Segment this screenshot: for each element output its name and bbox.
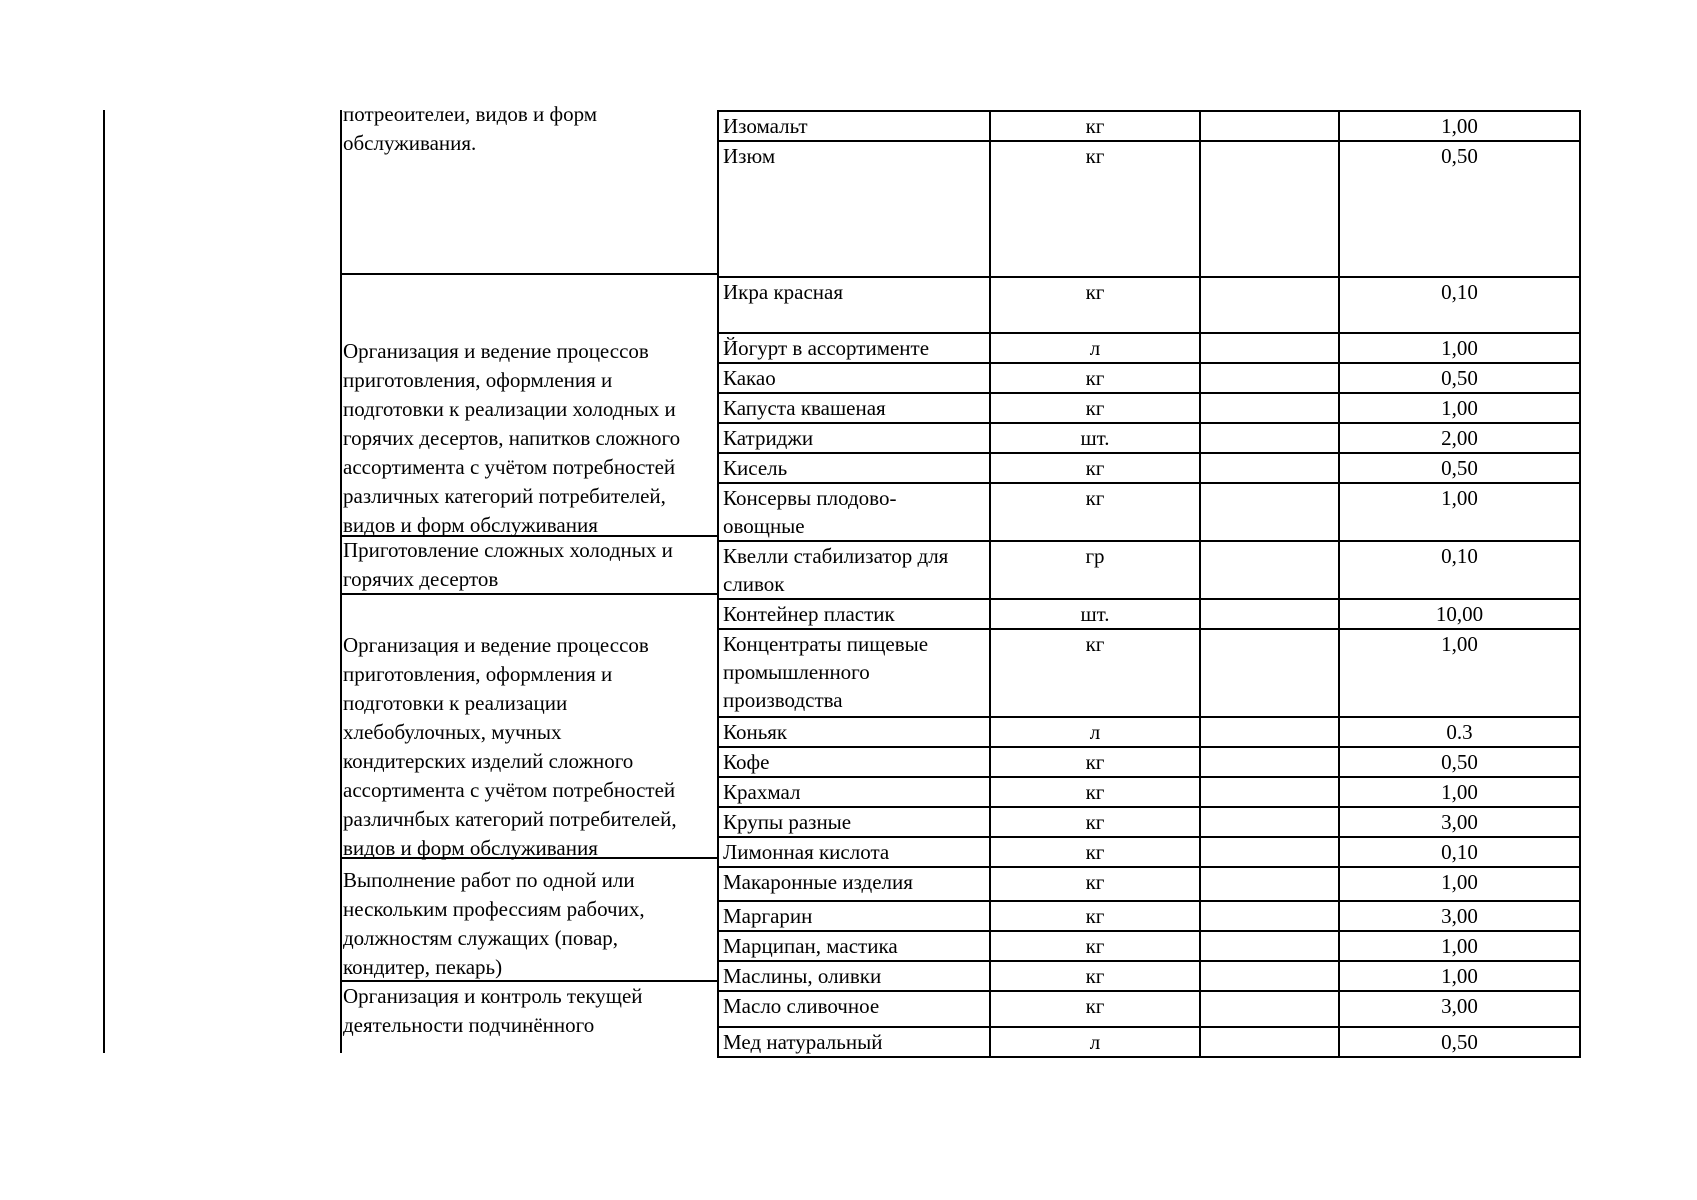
unit-cell: кг	[990, 363, 1200, 393]
table-row	[718, 901, 1580, 931]
unit-cell: шт.	[990, 423, 1200, 453]
module-cell: Организация и ведение процессов приготовления, оформления и подготовки к реализации холодных и горячих десертов, напитков сложного ассортимента с учётом потребностей различных категорий потребителей, видов и форм обслуживания	[343, 339, 681, 537]
table-row	[718, 777, 1580, 807]
table-row	[718, 453, 1580, 483]
empty-cell	[1200, 1027, 1339, 1057]
material-name-cell: Изомальт	[718, 111, 990, 141]
table-row	[718, 483, 1580, 541]
material-name-cell: Кисель	[718, 453, 990, 483]
empty-cell	[1200, 867, 1339, 901]
material-name-cell: Маслины, оливки	[718, 961, 990, 991]
material-name-cell: Йогурт в ассортименте	[718, 333, 990, 363]
empty-cell	[1200, 111, 1339, 141]
quantity-cell: 3,00	[1339, 901, 1580, 931]
quantity-cell: 1,00	[1339, 393, 1580, 423]
left-margin-line	[103, 110, 105, 1053]
empty-cell	[1200, 363, 1339, 393]
module-cell: Приготовление сложных холодных и горячих десертов	[343, 538, 673, 591]
unit-cell: гр	[990, 541, 1200, 599]
material-name-cell: Мед натуральный	[718, 1027, 990, 1057]
empty-cell	[1200, 991, 1339, 1027]
empty-cell	[1200, 599, 1339, 629]
material-name-cell: Лимонная кислота	[718, 837, 990, 867]
table-row	[718, 1027, 1580, 1057]
module-cell: потреоителеи, видов и форм обслуживания.	[343, 102, 598, 155]
material-name-cell: Икра красная	[718, 277, 990, 333]
quantity-cell: 1,00	[1339, 961, 1580, 991]
quantity-cell: 3,00	[1339, 807, 1580, 837]
quantity-cell: 1,00	[1339, 777, 1580, 807]
quantity-cell: 0,50	[1339, 363, 1580, 393]
table-row	[718, 423, 1580, 453]
quantity-cell: 1,00	[1339, 867, 1580, 901]
unit-cell: кг	[990, 991, 1200, 1027]
quantity-cell: 1,00	[1339, 629, 1580, 717]
empty-cell	[1200, 141, 1339, 277]
quantity-cell: 0,10	[1339, 837, 1580, 867]
material-name-cell: Марципан, мастика	[718, 931, 990, 961]
empty-cell	[1200, 961, 1339, 991]
quantity-cell: 0,50	[1339, 1027, 1580, 1057]
empty-cell	[1200, 777, 1339, 807]
empty-cell	[1200, 483, 1339, 541]
material-name-cell: Контейнер пластик	[718, 599, 990, 629]
unit-cell: кг	[990, 931, 1200, 961]
material-name-cell: Квелли стабилизатор для сливок	[718, 541, 990, 599]
quantity-cell: 1,00	[1339, 931, 1580, 961]
table-row	[718, 111, 1580, 141]
module-column-border	[340, 110, 342, 1053]
empty-cell	[1200, 807, 1339, 837]
quantity-cell: 0,50	[1339, 141, 1580, 277]
table-row	[718, 333, 1580, 363]
material-name-cell: Масло сливочное	[718, 991, 990, 1027]
table-row	[718, 867, 1580, 901]
table-row	[718, 931, 1580, 961]
unit-cell: кг	[990, 393, 1200, 423]
empty-cell	[1200, 277, 1339, 333]
table-row	[718, 629, 1580, 717]
table-row	[718, 747, 1580, 777]
empty-cell	[1200, 931, 1339, 961]
table-row	[718, 541, 1580, 599]
quantity-cell: 10,00	[1339, 599, 1580, 629]
material-name-cell: Крахмал	[718, 777, 990, 807]
material-name-cell: Крупы разные	[718, 807, 990, 837]
material-name-cell: Какао	[718, 363, 990, 393]
empty-cell	[1200, 747, 1339, 777]
material-name-cell: Катриджи	[718, 423, 990, 453]
empty-cell	[1200, 629, 1339, 717]
material-name-cell: Маргарин	[718, 901, 990, 931]
quantity-cell: 2,00	[1339, 423, 1580, 453]
quantity-cell: 1,00	[1339, 483, 1580, 541]
table-row	[718, 717, 1580, 747]
quantity-cell: 1,00	[1339, 111, 1580, 141]
unit-cell: кг	[990, 629, 1200, 717]
empty-cell	[1200, 453, 1339, 483]
module-cell: Организация и ведение процессов приготовления, оформления и подготовки к реализации хлебобулочных, мучных кондитерских изделий сложного ассортимента с учётом потребностей различнбых категорий потребителей, видов и форм обслуживания	[343, 633, 677, 860]
table-row	[718, 961, 1580, 991]
table-row	[718, 141, 1580, 277]
unit-cell: кг	[990, 453, 1200, 483]
unit-cell: кг	[990, 483, 1200, 541]
unit-cell: кг	[990, 807, 1200, 837]
module-cell: Организация и контроль текущей деятельности подчинённого	[343, 984, 643, 1037]
empty-cell	[1200, 837, 1339, 867]
quantity-cell: 0,10	[1339, 277, 1580, 333]
unit-cell: кг	[990, 837, 1200, 867]
empty-cell	[1200, 717, 1339, 747]
unit-cell: кг	[990, 867, 1200, 901]
unit-cell: кг	[990, 901, 1200, 931]
unit-cell: шт.	[990, 599, 1200, 629]
unit-cell: кг	[990, 747, 1200, 777]
quantity-cell: 0.3	[1339, 717, 1580, 747]
empty-cell	[1200, 393, 1339, 423]
material-name-cell: Концентраты пищевые промышленного производства	[718, 629, 990, 717]
empty-cell	[1200, 333, 1339, 363]
empty-cell	[1200, 423, 1339, 453]
unit-cell: кг	[990, 141, 1200, 277]
table-row	[718, 363, 1580, 393]
table-row	[718, 599, 1580, 629]
unit-cell: л	[990, 717, 1200, 747]
table-row	[718, 991, 1580, 1027]
material-name-cell: Коньяк	[718, 717, 990, 747]
unit-cell: кг	[990, 777, 1200, 807]
material-name-cell: Кофе	[718, 747, 990, 777]
table-row	[718, 837, 1580, 867]
table-row	[718, 277, 1580, 333]
table-row	[718, 807, 1580, 837]
material-name-cell: Макаронные изделия	[718, 867, 990, 901]
quantity-cell: 0,10	[1339, 541, 1580, 599]
quantity-cell: 0,50	[1339, 747, 1580, 777]
table-row	[718, 393, 1580, 423]
unit-cell: кг	[990, 111, 1200, 141]
material-name-cell: Консервы плодово- овощные	[718, 483, 990, 541]
unit-cell: кг	[990, 961, 1200, 991]
unit-cell: л	[990, 333, 1200, 363]
quantity-cell: 0,50	[1339, 453, 1580, 483]
quantity-cell: 1,00	[1339, 333, 1580, 363]
unit-cell: л	[990, 1027, 1200, 1057]
material-name-cell: Изюм	[718, 141, 990, 277]
module-cell: Выполнение работ по одной или нескольким профессиям рабочих, должностям служащих (повар, кондитер, пекарь)	[343, 868, 645, 979]
materials-table	[717, 110, 1581, 1058]
material-name-cell: Капуста квашеная	[718, 393, 990, 423]
module-divider	[340, 857, 718, 859]
empty-cell	[1200, 541, 1339, 599]
empty-cell	[1200, 901, 1339, 931]
unit-cell: кг	[990, 277, 1200, 333]
quantity-cell: 3,00	[1339, 991, 1580, 1027]
